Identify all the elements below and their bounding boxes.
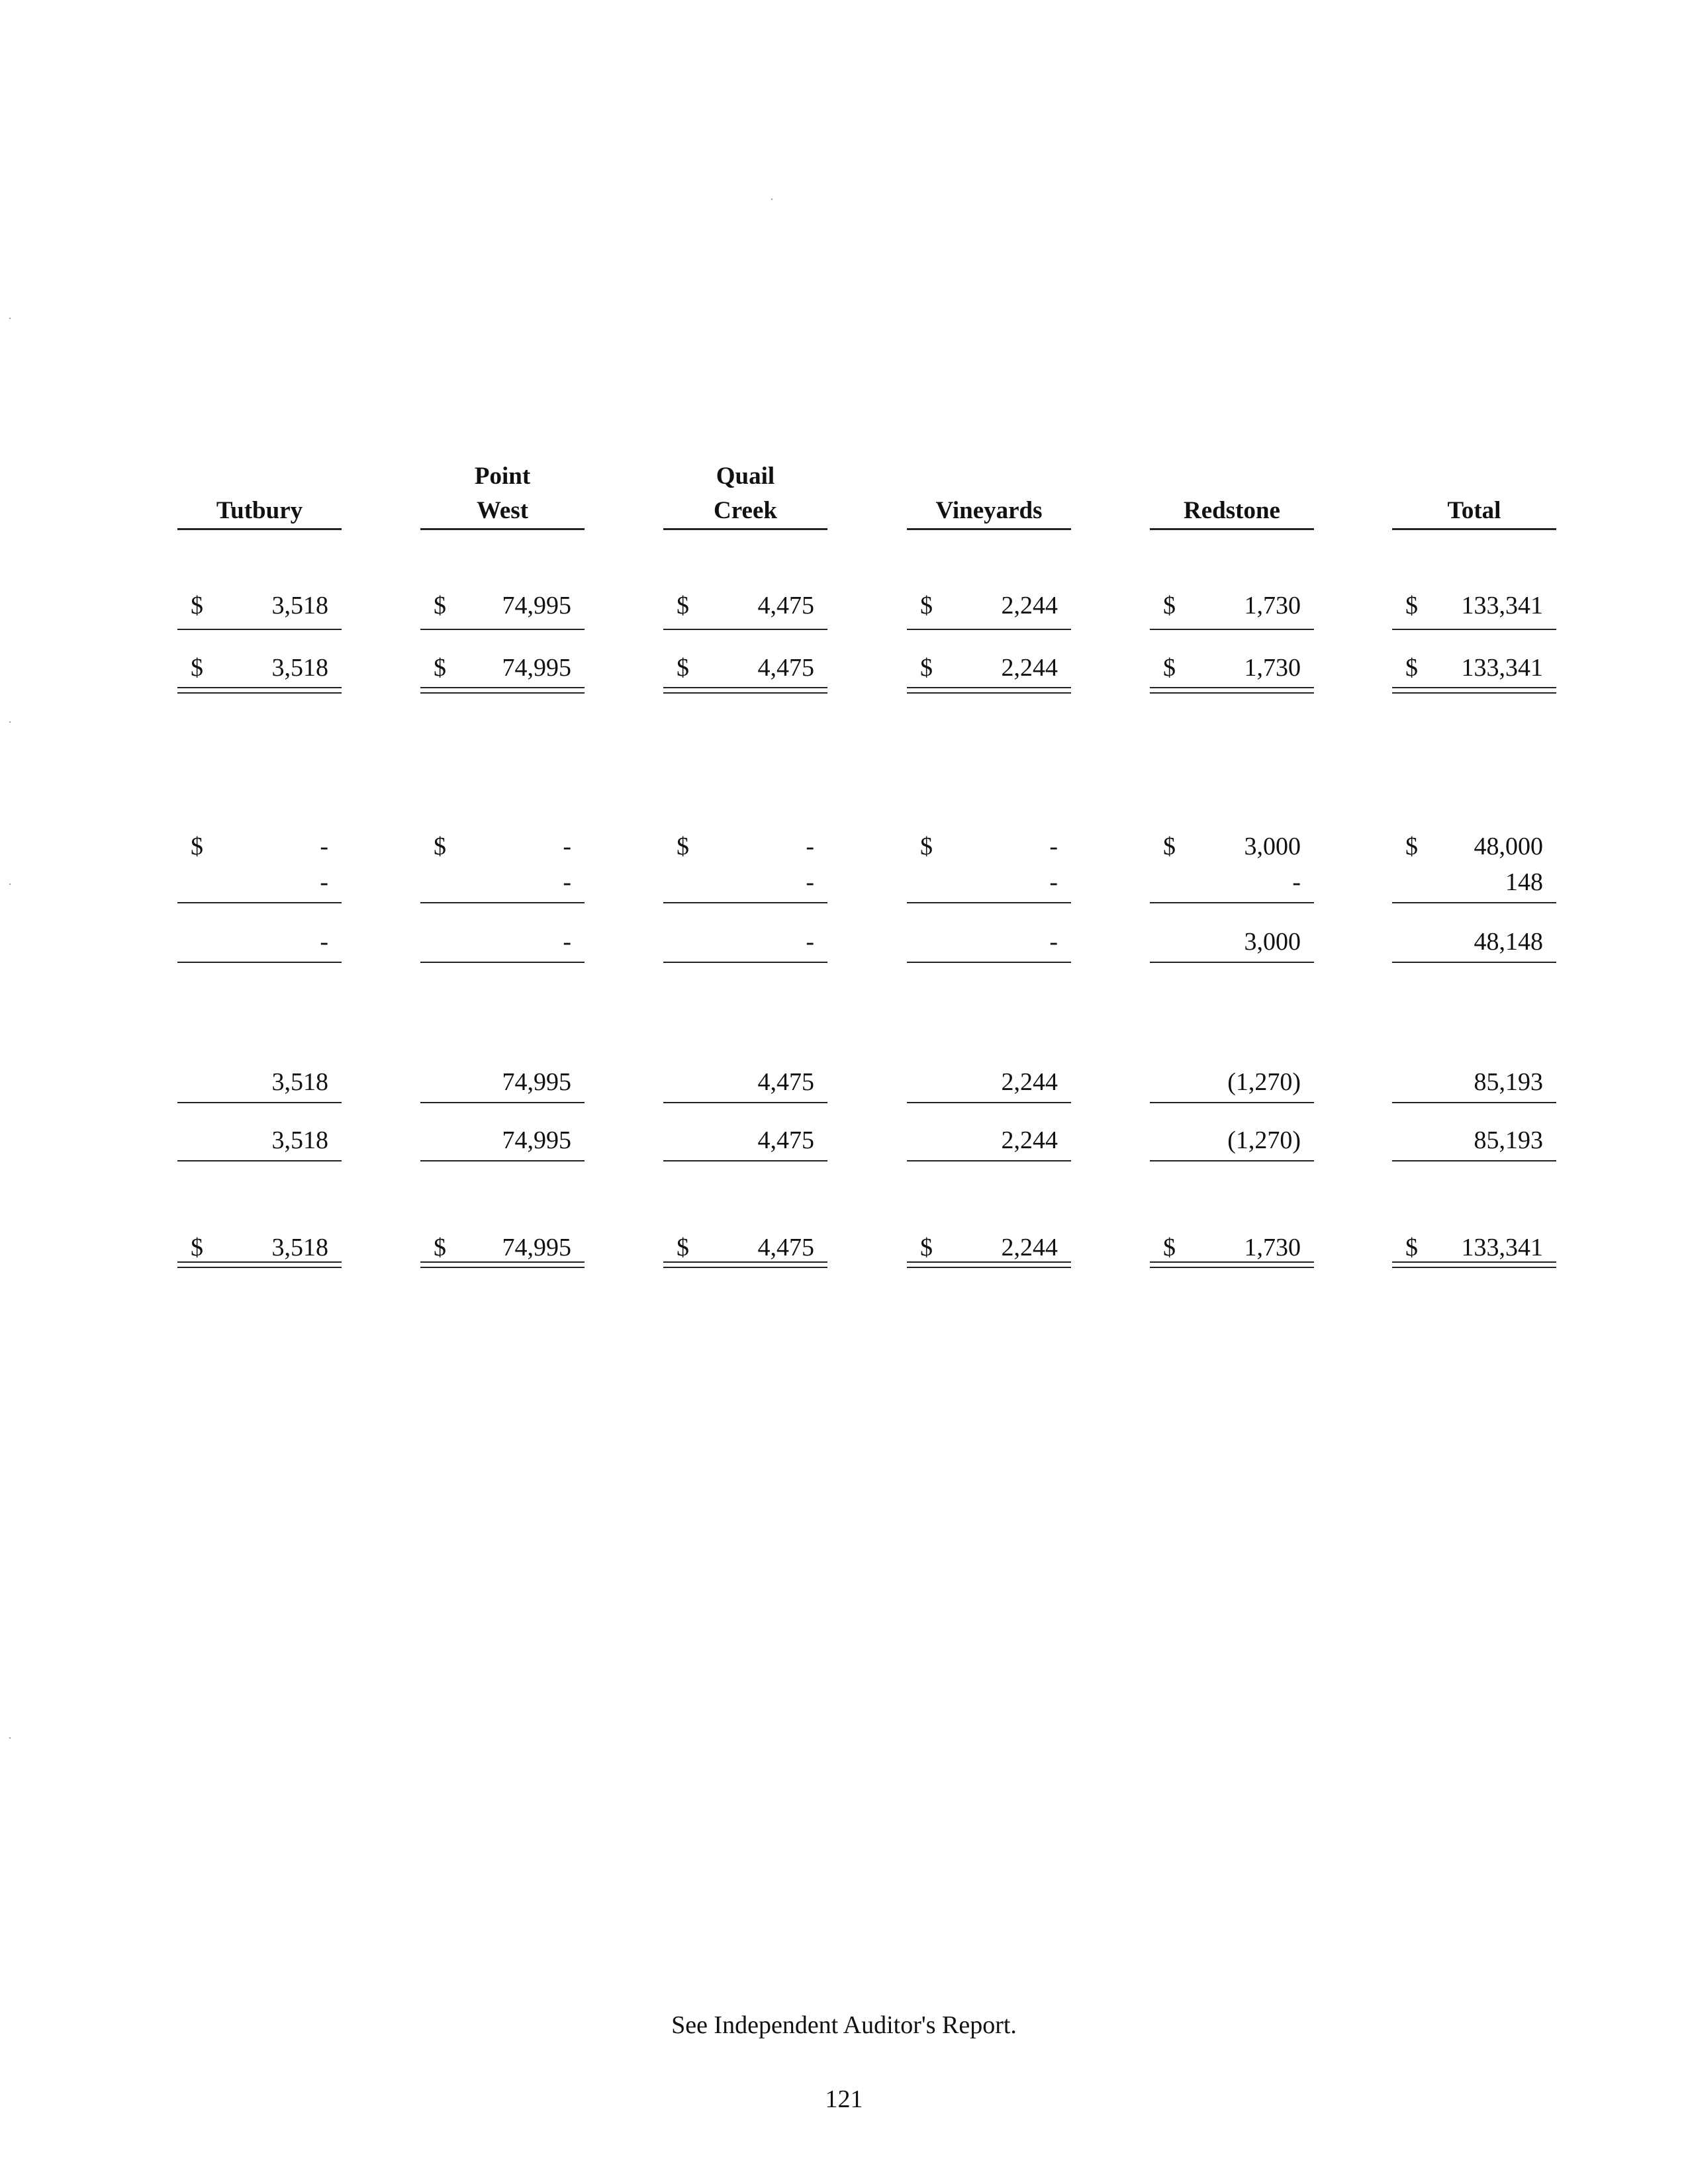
single-underline bbox=[1150, 1160, 1314, 1161]
currency-symbol: $ bbox=[434, 833, 446, 860]
single-underline bbox=[420, 1102, 585, 1103]
amount-cell: 2,244 bbox=[1001, 1126, 1058, 1154]
amount-cell: 2,244 bbox=[1001, 654, 1058, 682]
currency-symbol: $ bbox=[1163, 833, 1176, 860]
double-underline bbox=[420, 687, 585, 694]
double-underline bbox=[1392, 687, 1556, 694]
currency-symbol: $ bbox=[191, 592, 203, 619]
single-underline bbox=[663, 1102, 827, 1103]
amount-cell: - bbox=[320, 928, 328, 956]
single-underline bbox=[177, 962, 342, 963]
single-underline bbox=[1150, 902, 1314, 903]
currency-symbol: $ bbox=[191, 1234, 203, 1261]
amount-cell: 3,518 bbox=[271, 654, 328, 682]
single-underline bbox=[907, 902, 1071, 903]
currency-symbol: $ bbox=[1163, 592, 1176, 619]
currency-symbol: $ bbox=[1405, 592, 1418, 619]
amount-cell: 1,730 bbox=[1244, 1234, 1301, 1261]
amount-cell: 3,000 bbox=[1244, 833, 1301, 860]
double-underline bbox=[1150, 1261, 1314, 1268]
double-underline bbox=[177, 1261, 342, 1268]
amount-cell: 133,341 bbox=[1461, 1234, 1543, 1261]
currency-symbol: $ bbox=[920, 592, 933, 619]
amount-cell: 3,518 bbox=[271, 1068, 328, 1096]
single-underline bbox=[1392, 629, 1556, 630]
amount-cell: 4,475 bbox=[757, 1068, 814, 1096]
single-underline bbox=[663, 902, 827, 903]
column-header-line2: Tutbury bbox=[216, 497, 303, 524]
single-underline bbox=[420, 962, 585, 963]
amount-cell: 3,518 bbox=[271, 1126, 328, 1154]
currency-symbol: $ bbox=[434, 1234, 446, 1261]
amount-cell: 148 bbox=[1505, 868, 1543, 896]
amount-cell: (1,270) bbox=[1227, 1126, 1301, 1154]
amount-cell: 4,475 bbox=[757, 654, 814, 682]
single-underline bbox=[907, 629, 1071, 630]
amount-cell: 3,518 bbox=[271, 592, 328, 619]
amount-cell: 48,148 bbox=[1474, 928, 1543, 956]
column-header-line2: Total bbox=[1447, 497, 1501, 524]
currency-symbol: $ bbox=[920, 833, 933, 860]
amount-cell: (1,270) bbox=[1227, 1068, 1301, 1096]
auditor-report-note: See Independent Auditor's Report. bbox=[671, 2011, 1017, 2039]
amount-cell: 4,475 bbox=[757, 592, 814, 619]
scan-speck bbox=[771, 199, 773, 200]
amount-cell: - bbox=[320, 833, 328, 860]
currency-symbol: $ bbox=[1163, 654, 1176, 682]
single-underline bbox=[907, 962, 1071, 963]
scan-speck bbox=[9, 318, 11, 319]
single-underline bbox=[663, 962, 827, 963]
amount-cell: 48,000 bbox=[1474, 833, 1543, 860]
amount-cell: - bbox=[320, 868, 328, 896]
amount-cell: - bbox=[1292, 868, 1301, 896]
amount-cell: 4,475 bbox=[757, 1126, 814, 1154]
scan-speck bbox=[9, 884, 11, 885]
currency-symbol: $ bbox=[1405, 833, 1418, 860]
currency-symbol: $ bbox=[920, 1234, 933, 1261]
single-underline bbox=[907, 1102, 1071, 1103]
currency-symbol: $ bbox=[1163, 1234, 1176, 1261]
column-header-line2: Vineyards bbox=[935, 497, 1043, 524]
single-underline bbox=[907, 1160, 1071, 1161]
single-underline bbox=[420, 902, 585, 903]
amount-cell: - bbox=[1049, 928, 1058, 956]
double-underline bbox=[907, 687, 1071, 694]
amount-cell: - bbox=[1049, 833, 1058, 860]
column-header-line2: Creek bbox=[714, 497, 777, 524]
single-underline bbox=[177, 1102, 342, 1103]
double-underline bbox=[420, 1261, 585, 1268]
amount-cell: - bbox=[563, 833, 571, 860]
amount-cell: 74,995 bbox=[502, 1126, 571, 1154]
amount-cell: 74,995 bbox=[502, 1234, 571, 1261]
column-header-line1: Point bbox=[474, 463, 531, 490]
amount-cell: - bbox=[806, 833, 814, 860]
amount-cell: 2,244 bbox=[1001, 592, 1058, 619]
amount-cell: 133,341 bbox=[1461, 654, 1543, 682]
double-underline bbox=[1392, 1261, 1556, 1268]
currency-symbol: $ bbox=[434, 592, 446, 619]
double-underline bbox=[907, 1261, 1071, 1268]
single-underline bbox=[1392, 962, 1556, 963]
single-underline bbox=[663, 1160, 827, 1161]
amount-cell: - bbox=[563, 868, 571, 896]
single-underline bbox=[1150, 629, 1314, 630]
amount-cell: - bbox=[806, 928, 814, 956]
single-underline bbox=[1150, 962, 1314, 963]
column-header-underline bbox=[177, 528, 342, 530]
double-underline bbox=[663, 1261, 827, 1268]
single-underline bbox=[177, 902, 342, 903]
amount-cell: 1,730 bbox=[1244, 654, 1301, 682]
column-header-underline bbox=[663, 528, 827, 530]
column-header-line1: Quail bbox=[716, 463, 775, 490]
amount-cell: 74,995 bbox=[502, 1068, 571, 1096]
currency-symbol: $ bbox=[677, 654, 689, 682]
double-underline bbox=[1150, 687, 1314, 694]
single-underline bbox=[1392, 1102, 1556, 1103]
single-underline bbox=[663, 629, 827, 630]
column-header-underline bbox=[1150, 528, 1314, 530]
currency-symbol: $ bbox=[191, 833, 203, 860]
currency-symbol: $ bbox=[1405, 1234, 1418, 1261]
amount-cell: - bbox=[806, 868, 814, 896]
column-header-underline bbox=[1392, 528, 1556, 530]
page-number: 121 bbox=[825, 2085, 863, 2113]
amount-cell: 74,995 bbox=[502, 654, 571, 682]
amount-cell: 85,193 bbox=[1474, 1126, 1543, 1154]
amount-cell: 3,518 bbox=[271, 1234, 328, 1261]
currency-symbol: $ bbox=[677, 1234, 689, 1261]
amount-cell: 133,341 bbox=[1461, 592, 1543, 619]
amount-cell: 2,244 bbox=[1001, 1068, 1058, 1096]
single-underline bbox=[177, 629, 342, 630]
double-underline bbox=[663, 687, 827, 694]
currency-symbol: $ bbox=[1405, 654, 1418, 682]
single-underline bbox=[1150, 1102, 1314, 1103]
column-header-underline bbox=[420, 528, 585, 530]
currency-symbol: $ bbox=[920, 654, 933, 682]
amount-cell: 2,244 bbox=[1001, 1234, 1058, 1261]
amount-cell: 3,000 bbox=[1244, 928, 1301, 956]
double-underline bbox=[177, 687, 342, 694]
amount-cell: 74,995 bbox=[502, 592, 571, 619]
single-underline bbox=[177, 1160, 342, 1161]
single-underline bbox=[420, 1160, 585, 1161]
amount-cell: 4,475 bbox=[757, 1234, 814, 1261]
amount-cell: 85,193 bbox=[1474, 1068, 1543, 1096]
single-underline bbox=[1392, 1160, 1556, 1161]
amount-cell: - bbox=[1049, 868, 1058, 896]
single-underline bbox=[420, 629, 585, 630]
currency-symbol: $ bbox=[191, 654, 203, 682]
scan-speck bbox=[9, 721, 11, 723]
currency-symbol: $ bbox=[434, 654, 446, 682]
currency-symbol: $ bbox=[677, 833, 689, 860]
amount-cell: 1,730 bbox=[1244, 592, 1301, 619]
column-header-line2: Redstone bbox=[1184, 497, 1280, 524]
column-header-line2: West bbox=[476, 497, 529, 524]
amount-cell: - bbox=[563, 928, 571, 956]
column-header-underline bbox=[907, 528, 1071, 530]
currency-symbol: $ bbox=[677, 592, 689, 619]
single-underline bbox=[1392, 902, 1556, 903]
scan-speck bbox=[9, 1737, 11, 1739]
